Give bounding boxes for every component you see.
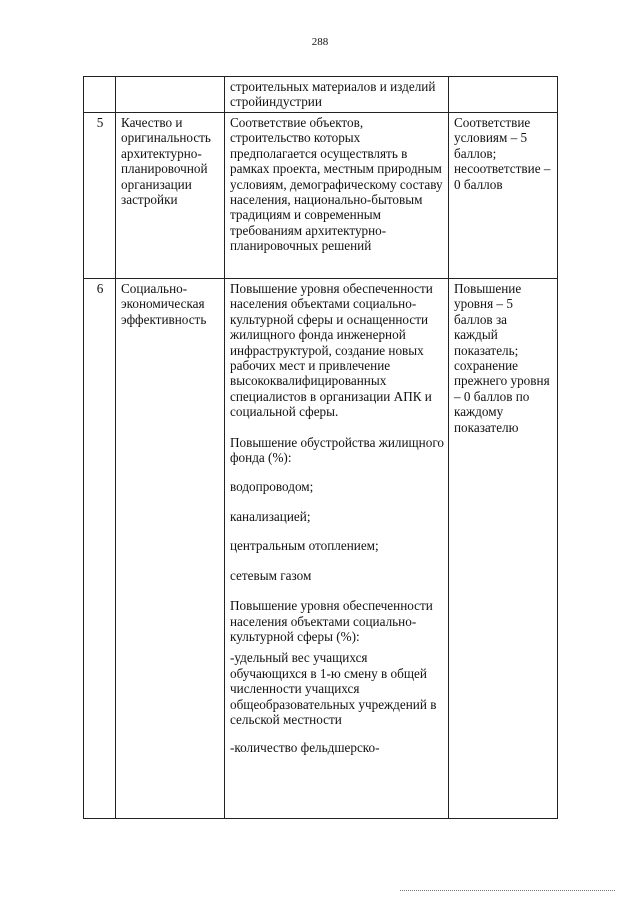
table-row-5 [84, 113, 558, 279]
page-number: 288 [311, 36, 329, 48]
cell-criterion [116, 77, 225, 113]
table-row-continuation [84, 77, 558, 113]
criterion-text: Качество и оригинальность архитектурно-планировочной организации застройки [116, 113, 225, 279]
footer-divider [400, 890, 615, 891]
social-item: -удельный вес учащихся обучающихся в 1-ю смену в общей численности учащихся общеобразовательных учреждений в сельской местности [230, 650, 437, 727]
social-item: -количество фельдшерско- [230, 740, 380, 756]
housing-item: канализацией; [230, 508, 311, 524]
description-intro: Повышение уровня обеспеченности населения объектами социально-культурной сферы и оснащенности жилищного фонда инженерной инфраструктурой, создание новых рабочих мест и привлечение высококвалифицированных специалистов в организации АПК и социальной сферы. [230, 281, 433, 420]
row-number: 6 [84, 279, 116, 819]
cell-number [84, 77, 116, 113]
housing-item: центральным отоплением; [230, 538, 379, 554]
scoring-text: Соответствие условиям – 5 баллов; несоответствие – 0 баллов [449, 113, 558, 279]
continuation-text: строительных материалов и изделий стройиндустрии [230, 79, 436, 110]
scoring-text: Повышение уровня – 5 баллов за каждый показатель; сохранение прежнего уровня – 0 баллов по каждому показателю [449, 279, 558, 819]
social-heading: Повышение уровня обеспеченности населения объектами социально-культурной сферы (%): [230, 598, 433, 644]
housing-item: сетевым газом [230, 567, 312, 583]
row-number: 5 [84, 113, 116, 279]
cell-scoring [449, 77, 558, 113]
table-row-6 [84, 279, 558, 819]
cell-description [225, 77, 449, 113]
criterion-text: Социально-экономическая эффективность [116, 279, 225, 819]
description-cell [225, 279, 449, 819]
housing-heading: Повышение обустройства жилищного фонда (%): [230, 434, 444, 466]
criteria-table [83, 76, 558, 819]
description-text: Соответствие объектов, строительство которых предполагается осуществлять в рамках проекта, местным природным условиям, демографическому составу населения, национально-бытовым традициям и современным требованиям архитектурно-планировочных решений [225, 113, 449, 279]
housing-item: водопроводом; [230, 479, 314, 495]
